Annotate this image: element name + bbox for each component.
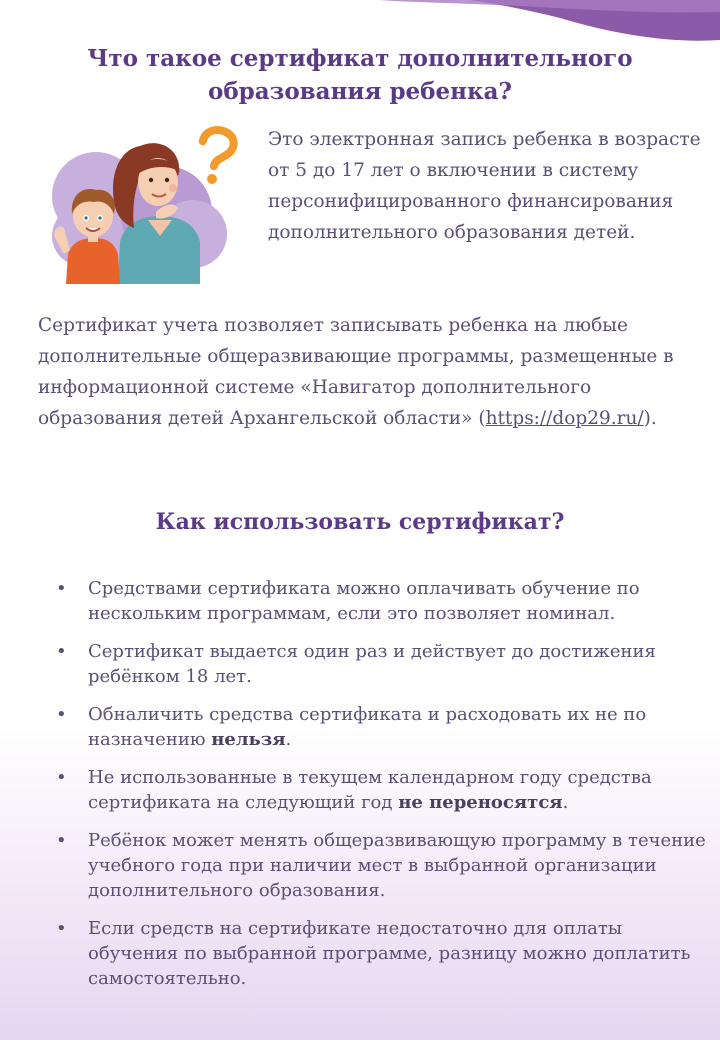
list-item-tail: . <box>285 729 292 750</box>
list-item-text: Средствами сертификата можно оплачивать обучение по нескольким программам, если это позволяет номинал. <box>88 578 640 624</box>
question-mark-icon <box>190 126 238 186</box>
bullet-icon: • <box>56 767 67 788</box>
bullet-icon: • <box>56 918 67 939</box>
list-item-tail: . <box>562 792 569 813</box>
certificate-definition: Это электронная запись ребенка в возрасте от 5 до 17 лет о включении в систему персонифицированного финансирования дополнительного образования детей. <box>268 129 701 243</box>
list-item-text: Обналичить средства сертификата и расходовать их не по назначению <box>88 704 647 750</box>
list-item-text: Ребёнок может менять общеразвивающую программу в течение учебного года при наличии мест в выбранной организации дополнительного образования. <box>88 830 706 901</box>
list-item <box>56 639 708 689</box>
list-item-text: Не использованные в текущем календарном году средства сертификата на следующий год <box>88 767 652 813</box>
page-title <box>40 42 680 108</box>
list-item-text: Если средств на сертификате недостаточно для оплаты обучения по выбранной программе, разницу можно доплатить самостоятельно. <box>88 918 691 989</box>
section-heading: Как использовать сертификат? <box>155 509 565 535</box>
navigator-link[interactable]: https://dop29.ru/ <box>485 408 644 429</box>
list-item <box>56 828 708 903</box>
bullet-icon: • <box>56 830 67 851</box>
page-title-line-2: образования ребенка? <box>208 78 512 105</box>
usage-rules-list <box>56 576 708 1004</box>
list-item-emphasis: не переносятся <box>398 792 563 813</box>
page-title-line-1: Что такое сертификат дополнительного <box>87 45 633 72</box>
description-text: Сертификат учета позволяет записывать ребенка на любые дополнительные общеразвивающие программы, размещенные в информационной системе «Навигатор дополнительного образования детей Архангельской области» ( <box>38 315 674 429</box>
bullet-icon: • <box>56 704 67 725</box>
list-item <box>56 765 708 815</box>
bullet-icon: • <box>56 641 67 662</box>
list-item <box>56 916 708 991</box>
list-item <box>56 576 708 626</box>
list-item <box>56 702 708 752</box>
bullet-icon: • <box>56 578 67 599</box>
description-text-end: ). <box>643 408 657 429</box>
list-item-emphasis: нельзя <box>211 729 286 750</box>
list-item-text: Сертификат выдается один раз и действует до достижения ребёнком 18 лет. <box>88 641 656 687</box>
certificate-description <box>38 310 698 434</box>
